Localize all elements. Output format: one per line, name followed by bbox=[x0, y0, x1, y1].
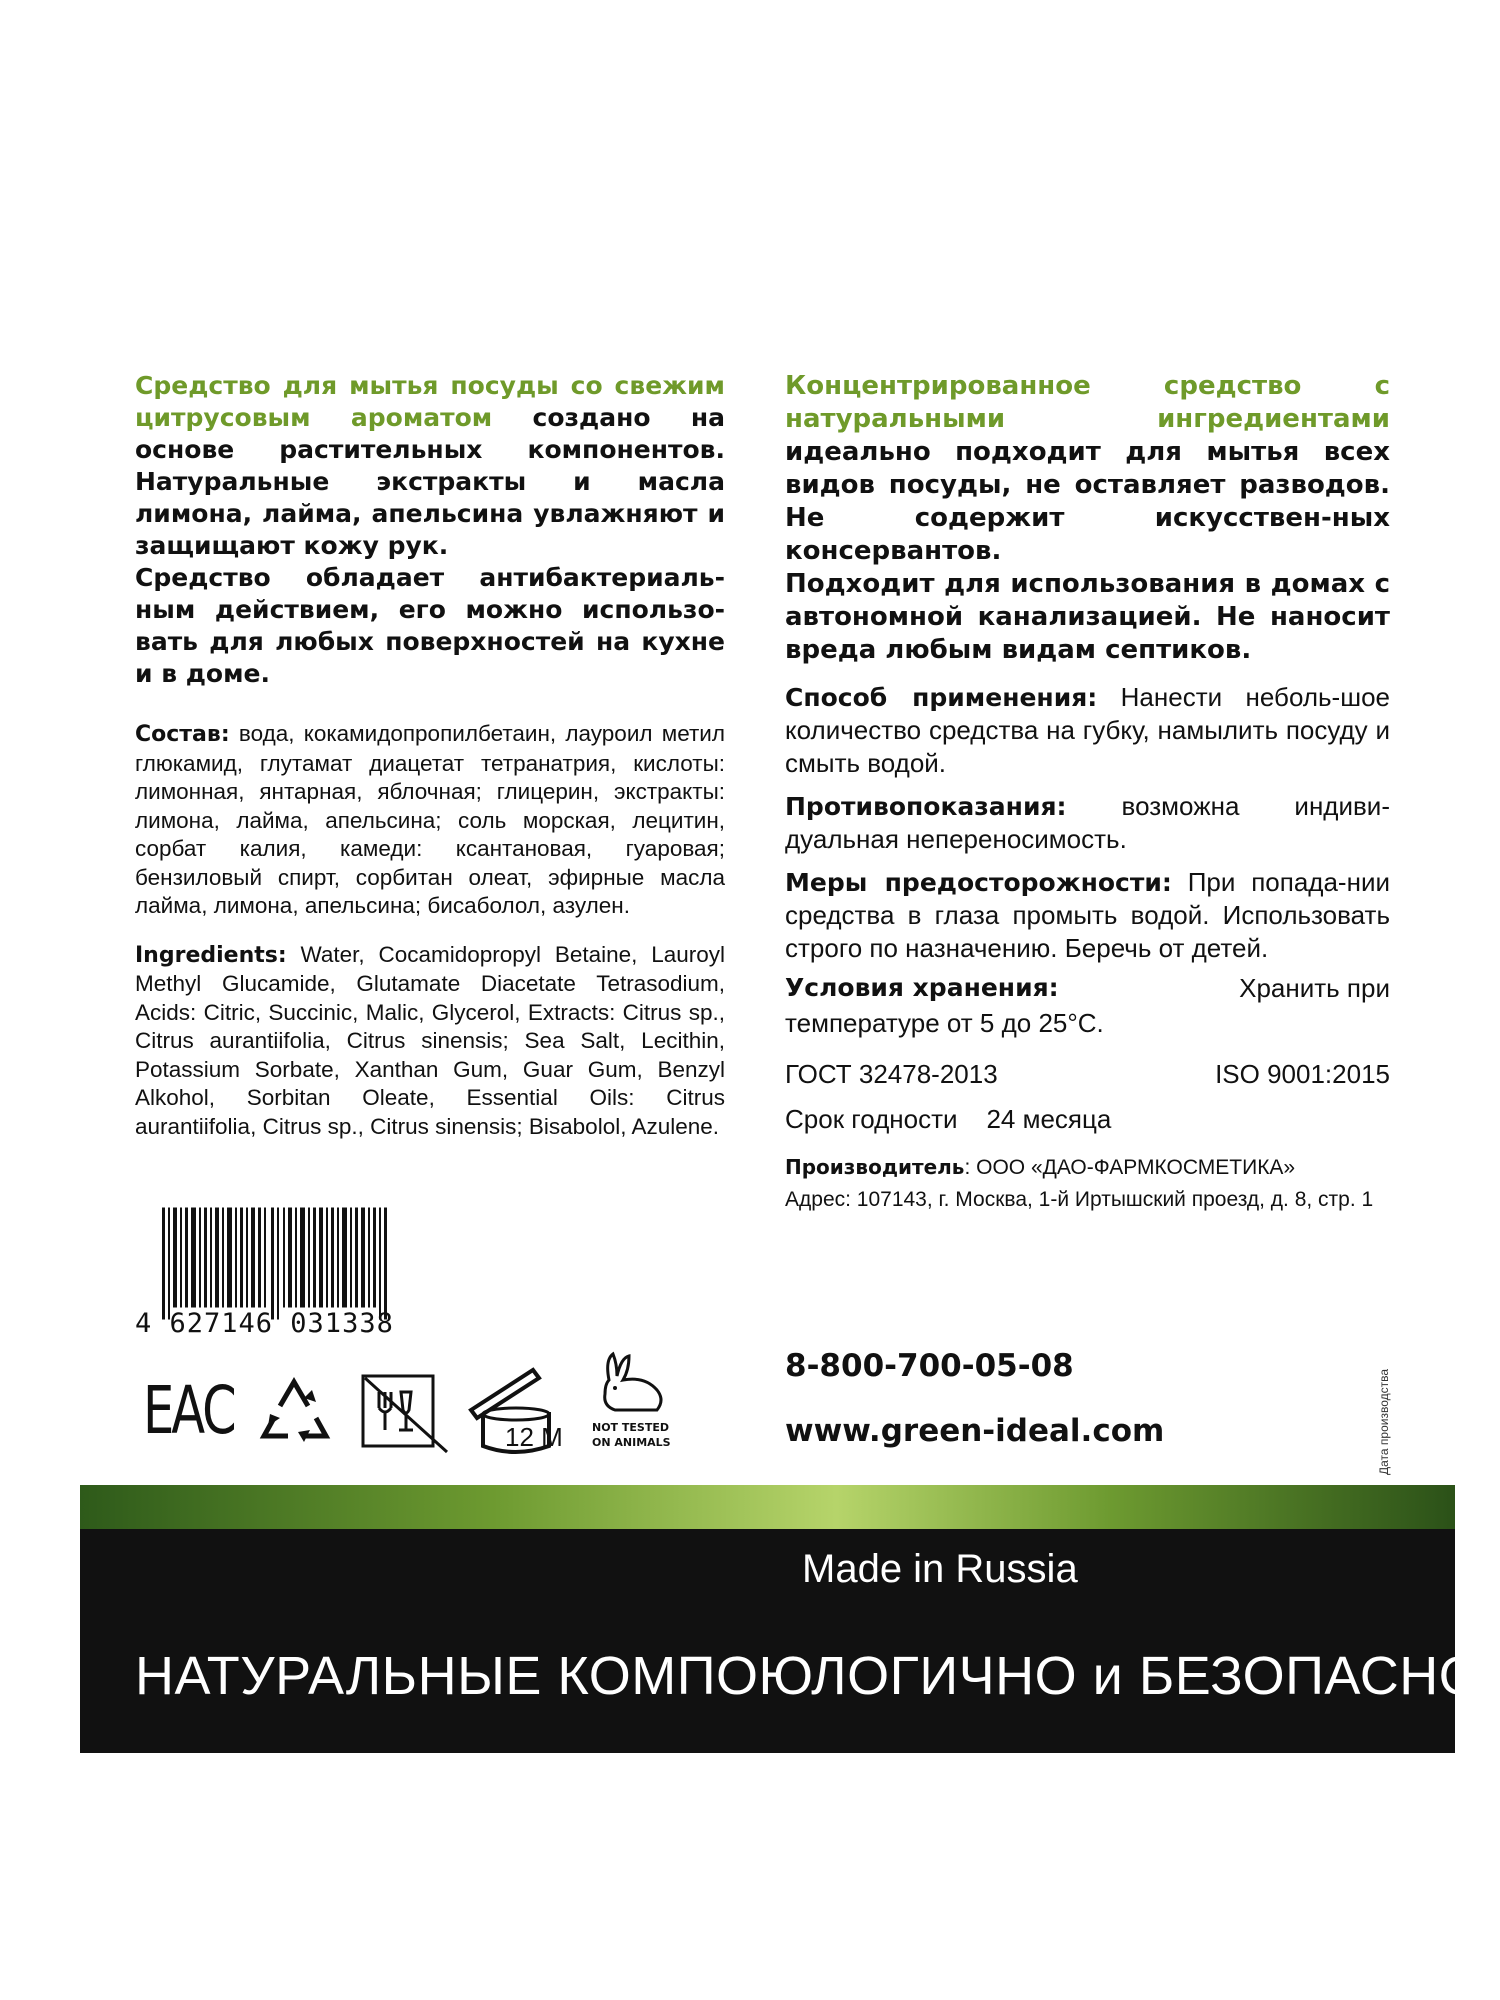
made-in-russia: Made in Russia bbox=[802, 1547, 1078, 1591]
shelf-life-label: Срок годности bbox=[785, 1104, 958, 1134]
usage bbox=[785, 681, 1390, 780]
standards-row bbox=[785, 1059, 1390, 1090]
storage-row bbox=[785, 973, 1390, 1004]
not-food-safe-icon bbox=[355, 1368, 455, 1458]
barcode-digits: 4 627146 031338 bbox=[135, 1308, 394, 1339]
contraindications-text: возможна индиви-дуальная непереносимость. bbox=[785, 791, 1390, 854]
manufacturer bbox=[785, 1151, 1390, 1216]
shelf-life-value: 24 месяца bbox=[986, 1104, 1112, 1134]
iso: ISO 9001:2015 bbox=[1215, 1059, 1390, 1089]
contraindications-label: Противопоказания: bbox=[785, 792, 1067, 821]
right-intro bbox=[785, 370, 1390, 568]
pao-label: 12 M bbox=[505, 1422, 563, 1452]
right-intro-highlight: Концентрированное средство с натуральными ингредиентами bbox=[785, 371, 1390, 434]
right-column bbox=[785, 370, 1390, 1216]
contraindications bbox=[785, 790, 1390, 856]
right-intro-text: идеально подходит для мытья всех видов посуды, не оставляет разводов. Не содержит искусствен-ных консервантов. bbox=[785, 437, 1390, 566]
usage-text: Нанести неболь-шое количество средства на губку, намылить посуду и смыть водой. bbox=[785, 682, 1390, 778]
composition-text: вода, кокамидопропилбетаин, лауроил метил глюкамид, глутамат диацетат тетранатрия, кислоты: лимонная, янтарная, яблочная; глицерин, экстракты: лимона, лайма, апельсина; соль морская, лецитин, сорбат калия, камеди: ксантановая, гуаровая; бензиловый спирт, сорбитан олеат, эфирные масла лайма, лимона, апельсина; бисаболол, азулен. bbox=[135, 721, 725, 918]
footer-band bbox=[80, 1485, 1482, 1753]
not-tested-line-2: ON ANIMALS bbox=[592, 1436, 671, 1449]
storage-label: Условия хранения: bbox=[785, 973, 1059, 1002]
ingredients-label: Ingredients: bbox=[135, 942, 287, 968]
gost: ГОСТ 32478-2013 bbox=[785, 1059, 998, 1089]
shelf-life bbox=[785, 1104, 1390, 1135]
manufacturer-text: : ООО «ДАО-ФАРМКОСМЕТИКА» bbox=[964, 1156, 1296, 1179]
storage-text-2: температуре от 5 до 25°С. bbox=[785, 1008, 1104, 1038]
precautions-text: При попада-нии средства в глаза промыть водой. Использовать строго по назначению. Беречь от детей. bbox=[785, 867, 1390, 963]
not-tested-line-1: NOT TESTED bbox=[592, 1421, 669, 1434]
composition-label: Состав: bbox=[135, 722, 230, 747]
eac-icon: ЕАС bbox=[143, 1372, 234, 1449]
rabbit-icon bbox=[595, 1350, 675, 1420]
precautions bbox=[785, 866, 1390, 965]
ingredients bbox=[135, 941, 725, 1142]
manufacturer-label: Производитель bbox=[785, 1155, 965, 1179]
address: Адрес: 107143, г. Москва, 1-й Иртышский проезд, д. 8, стр. 1 bbox=[785, 1188, 1374, 1211]
left-column bbox=[135, 370, 725, 1141]
left-intro bbox=[135, 370, 725, 562]
production-date-label: Дата производства bbox=[1377, 1368, 1391, 1475]
storage-row-2 bbox=[785, 1008, 1390, 1039]
precautions-label: Меры предосторожности: bbox=[785, 868, 1172, 897]
left-intro-paragraph-2: Средство обладает антибактериаль-ным действием, его можно использо-вать для любых поверхностей на кухне и в доме. bbox=[135, 563, 725, 688]
storage-text-1: Хранить при bbox=[1239, 973, 1390, 1003]
composition bbox=[135, 720, 725, 921]
ingredients-text: Water, Cocamidopropyl Betaine, Lauroyl Methyl Glucamide, Glutamate Diacetate Tetrasodium, Acids: Citric, Succinic, Malic, Glycerol, Extracts: Citrus sp., Citrus aurantiifolia, Citrus sinensis; Sea Salt, Lecithin, Potassium Sorbate, Xanthan Gum, Guar Gum, Benzyl Alkohol, Sorbitan Oleate, Essential Oils: Citrus aurantiifolia, Citrus sp., Citrus sinensis; Bisabolol, Azulene. bbox=[135, 941, 725, 1139]
certification-icons bbox=[135, 1350, 695, 1460]
left-intro-text: создано на основе растительных компонентов. Натуральные экстракты и масла лимона, лайма, апельсина увлажняют и защищают кожу рук. bbox=[135, 403, 725, 560]
left-intro-highlight: Средство для мытья посуды со свежим цитрусовым ароматом bbox=[135, 371, 725, 432]
phone: 8-800-700-05-08 bbox=[785, 1348, 1074, 1384]
recycle-icon bbox=[250, 1368, 340, 1454]
slogan: НАТУРАЛЬНЫЕ КОМПОЮЛОГИЧНО и БЕЗОПАСНО bbox=[135, 1646, 1482, 1706]
not-tested-label bbox=[592, 1420, 671, 1450]
green-gradient-strip bbox=[80, 1485, 1455, 1529]
usage-label: Способ применения: bbox=[785, 683, 1098, 712]
right-intro-paragraph-2: Подходит для использования в домах с автономной канализацией. Не наносит вреда любым видам септиков. bbox=[785, 569, 1390, 665]
website: www.green-ideal.com bbox=[785, 1413, 1165, 1449]
